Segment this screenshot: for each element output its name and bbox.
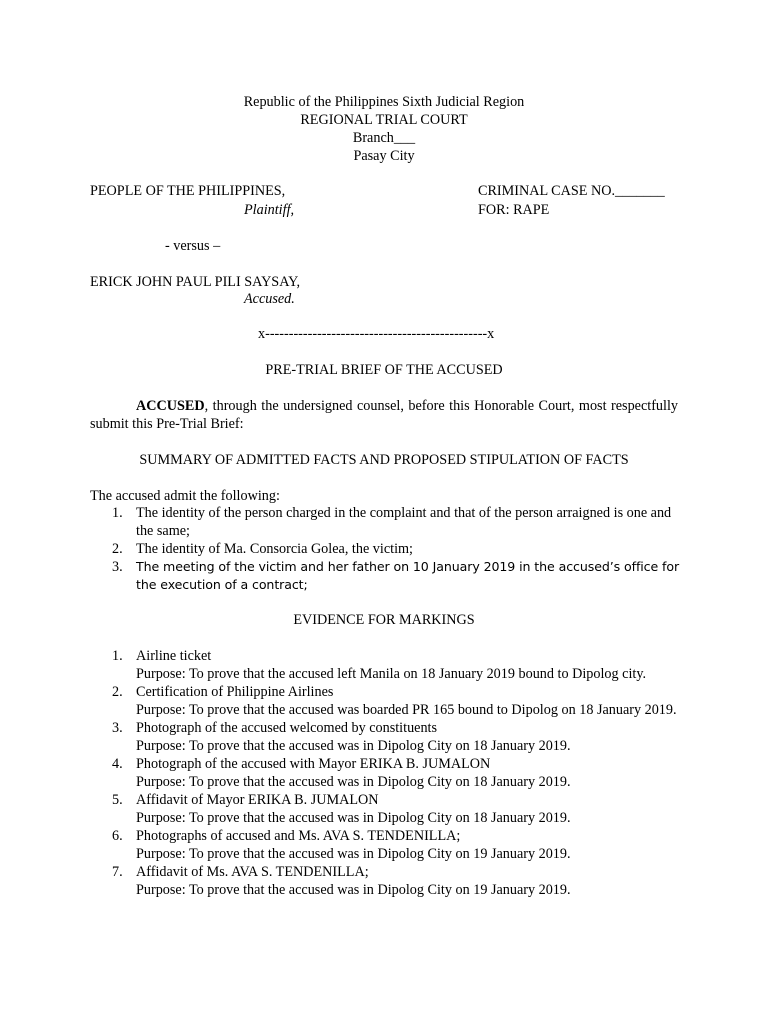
section-evidence-heading: EVIDENCE FOR MARKINGS <box>293 612 475 628</box>
plaintiff-role: Plaintiff, <box>244 202 295 218</box>
intro-text: , through the undersigned counsel, before this Honorable Court, most respectfully submit this Pre-Trial Brief: <box>90 398 678 432</box>
plaintiff-name: PEOPLE OF THE PHILIPPINES, <box>90 183 286 199</box>
court-caption <box>0 93 768 165</box>
list-item: 7. Affidavit of Ms. AVA S. TENDENILLA; Purpose: To prove that the accused was in Dipolog City on 19 January 2019. <box>112 864 571 898</box>
caption-branch: Branch___ <box>352 130 416 146</box>
caption-divider: x-----------------------------------------------x <box>258 326 495 342</box>
list-item: 1. The identity of the person charged in the complaint and that of the person arraigned is one and the same; <box>112 505 672 539</box>
caption-court: REGIONAL TRIAL COURT <box>300 112 468 128</box>
intro-accused: ACCUSED <box>136 398 205 414</box>
caption-republic: Republic of the Philippines Sixth Judicial Region <box>243 94 525 110</box>
list-item: 4. Photograph of the accused with Mayor ERIKA B. JUMALON Purpose: To prove that the accused was in Dipolog City on 18 January 2019. <box>112 756 571 790</box>
list-item: 5. Affidavit of Mayor ERIKA B. JUMALON Purpose: To prove that the accused was in Dipolog City on 18 January 2019. <box>112 792 571 826</box>
accused-role: Accused. <box>244 291 295 307</box>
list-item: 1. Airline ticket Purpose: To prove that the accused left Manila on 18 January 2019 bound to Dipolog city. <box>112 648 647 682</box>
accused-name: ERICK JOHN PAUL PILI SAYSAY, <box>90 274 301 290</box>
admitted-facts-list <box>0 504 768 594</box>
offense: FOR: RAPE <box>478 202 550 218</box>
evidence-list <box>0 647 768 899</box>
list-item: 3. Photograph of the accused welcomed by constituents Purpose: To prove that the accused was in Dipolog City on 18 January 2019. <box>112 720 571 754</box>
versus-label: - versus – <box>165 238 221 254</box>
case-number: CRIMINAL CASE NO._______ <box>478 183 665 199</box>
list-item: 2. The identity of Ma. Consorcia Golea, the victim; <box>112 541 413 557</box>
list-item: 3. The meeting of the victim and her father on 10 January 2019 in the accused’s office for the execution of a contract; <box>112 559 680 592</box>
section-admitted-facts-heading: SUMMARY OF ADMITTED FACTS AND PROPOSED STIPULATION OF FACTS <box>139 452 629 468</box>
document-title: PRE-TRIAL BRIEF OF THE ACCUSED <box>265 362 503 378</box>
admitted-lead: The accused admit the following: <box>90 488 280 504</box>
caption-city: Pasay City <box>353 148 415 164</box>
list-item: 6. Photographs of accused and Ms. AVA S. TENDENILLA; Purpose: To prove that the accused was in Dipolog City on 19 January 2019. <box>112 828 571 862</box>
list-item: 2. Certification of Philippine Airlines Purpose: To prove that the accused was boarded PR 165 bound to Dipolog on 18 January 2019. <box>112 684 677 718</box>
intro-paragraph <box>90 397 678 433</box>
